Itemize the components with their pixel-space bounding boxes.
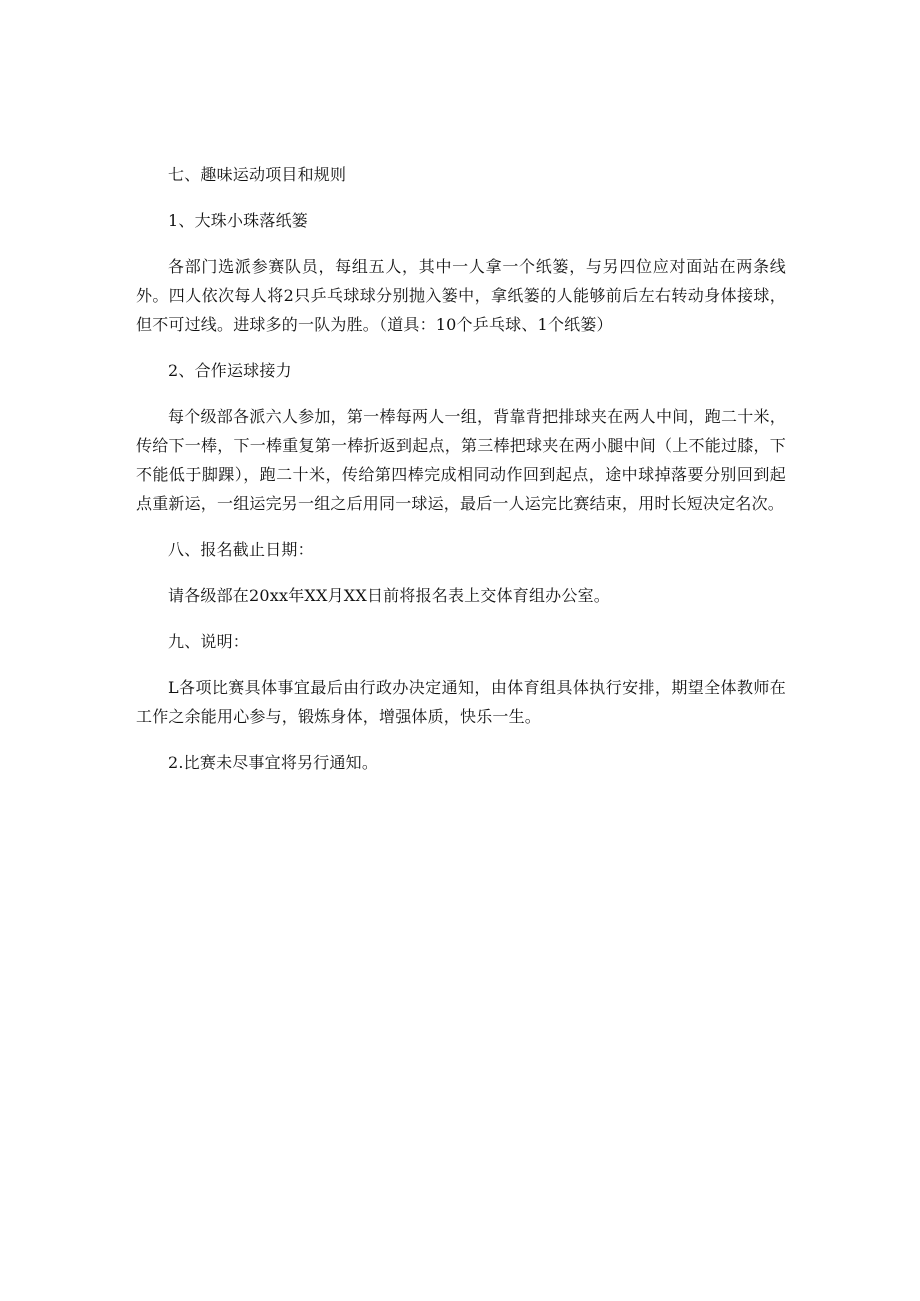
item-2-heading: 2、合作运球接力 [168,361,292,380]
note-1: L各项比赛具体事宜最后由行政办决定通知，由体育组具体执行安排，期望全体教师在工作之余能用心参与，锻炼身体，增强体质，快乐一生。 [136,678,786,726]
item-2-body: 每个级部各派六人参加，第一棒每两人一组，背靠背把排球夹在两人中间，跑二十米，传给下一棒，下一棒重复第一棒折返到起点，第三棒把球夹在两小腿中间（上不能过膝，下不能低于脚踝），跑二十米，传给第四棒完成相同动作回到起点，途中球掉落要分别回到起点重新运，一组运完另一组之后用同一球运，最后一人运完比赛结束，用时长短决定名次。 [136,407,786,513]
section-8-heading: 八、报名截止日期： [168,540,314,559]
document-page [136,160,786,794]
item-1-body: 各部门选派参赛队员，每组五人，其中一人拿一个纸篓，与另四位应对面站在两条线外。四人依次每人将2只乒乓球球分别抛入篓中，拿纸篓的人能够前后左右转动身体接球，但不可过线。进球多的一队为胜。（道具：10个乒乓球、1个纸篓） [136,257,786,334]
section-7-heading: 七、趣味运动项目和规则 [168,165,347,184]
section-8-body: 请各级部在20xx年XX月XX日前将报名表上交体育组办公室。 [168,586,610,605]
note-2: 2.比赛未尽事宜将另行通知。 [168,753,379,772]
section-9-heading: 九、说明： [168,632,250,651]
item-1-heading: 1、大珠小珠落纸篓 [168,211,308,230]
